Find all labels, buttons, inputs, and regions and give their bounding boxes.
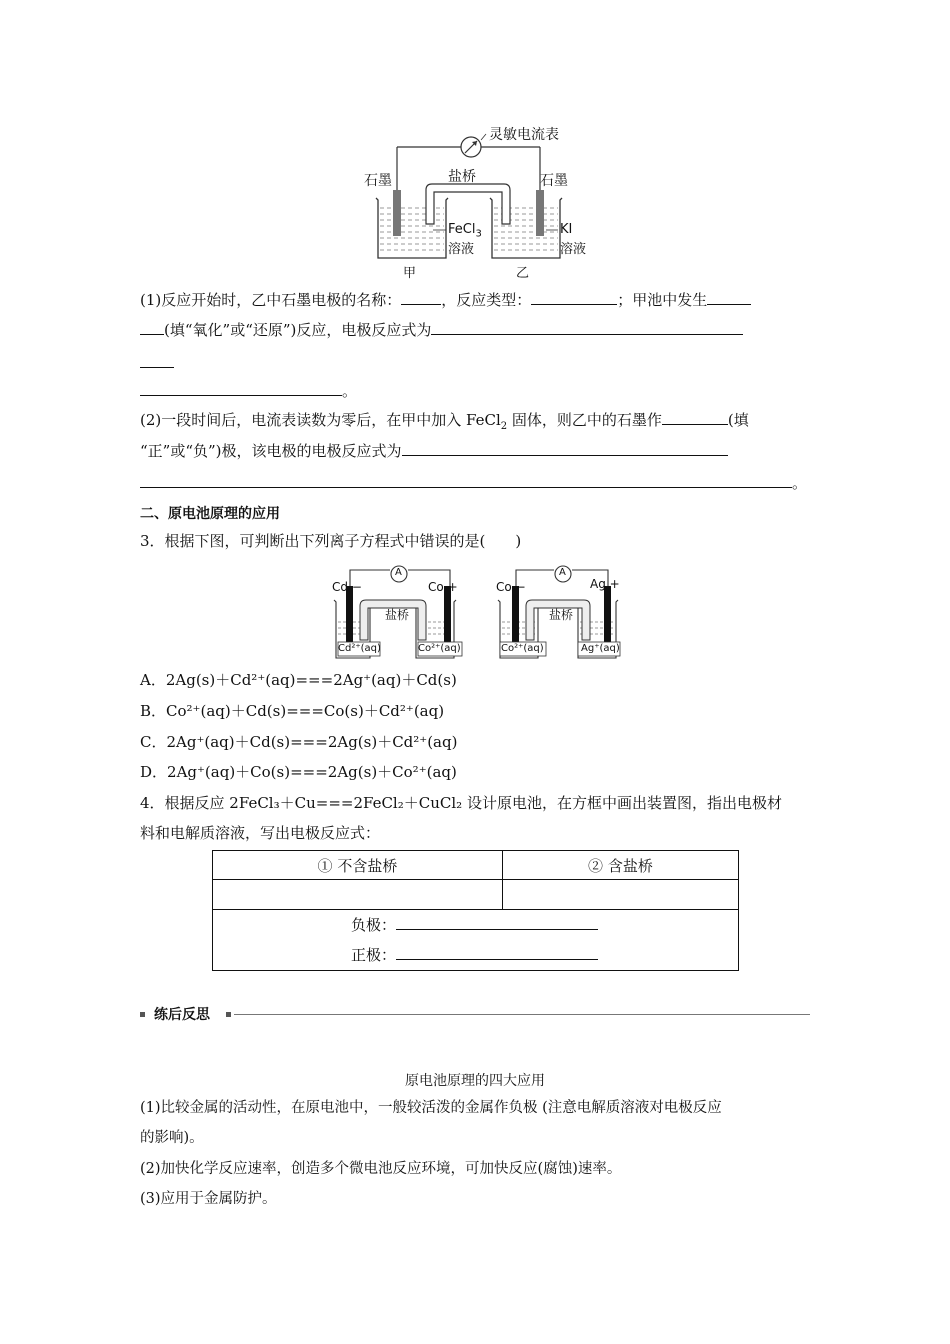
negative-electrode-row: 负极： [213, 910, 738, 940]
q3-option-a: A．2Ag(s)＋Cd²⁺(aq)===2Ag⁺(aq)＋Cd(s) [140, 671, 457, 689]
positive-electrode-row: 正极： [213, 940, 738, 970]
cell-right-name: 乙 [516, 266, 530, 281]
cell2-right-metal: Ag + [590, 577, 620, 591]
q4-stem-line2: 料和电解质溶液，写出电极反应式： [140, 824, 381, 842]
cell1-bridge-label: 盐桥 [385, 608, 410, 622]
section-title: 二、原电池原理的应用 [140, 506, 280, 522]
cell1-right-solution: Co²⁺(aq) [418, 643, 461, 654]
answer-table [212, 850, 739, 971]
cell2-right-solution: Ag⁺(aq) [581, 643, 620, 654]
cell1-left-solution: Cd²⁺(aq) [338, 643, 381, 654]
right-solution-label: KI [560, 222, 573, 237]
reflection-title: 原电池原理的四大应用 [405, 1073, 545, 1089]
q3-stem: 3．根据下图，可判断出下列离子方程式中错误的是( ) [140, 532, 522, 550]
cell2-meter-label: A [559, 567, 566, 578]
beaker-left [376, 198, 448, 258]
graphite-electrode-left [393, 190, 401, 236]
graphite-electrode-right [536, 190, 544, 236]
reflection-line-2: 的影响)。 [140, 1130, 204, 1146]
reflection-line-1: (1)比较金属的活动性，在原电池中，一般较活泼的金属作负极 (注意电解质溶液对电极反应 [140, 1100, 722, 1116]
reflection-line-3: (2)加快化学反应速率，创造多个微电池反应环境，可加快反应(腐蚀)速率。 [140, 1161, 622, 1177]
q3-option-d: D．2Ag⁺(aq)＋Co(s)===2Ag(s)＋Co²⁺(aq) [140, 763, 457, 781]
cell-left-name: 甲 [403, 266, 417, 281]
square-bullet-icon [226, 1012, 231, 1017]
galvanometer-icon [461, 137, 481, 157]
beaker-right [490, 198, 562, 258]
negative-answer-blank[interactable] [396, 914, 598, 930]
q2-part2-line2: “正”或“负”)极，该电极的电极反应式为 [140, 440, 728, 462]
reflection-header [140, 1005, 810, 1025]
q2-part1-line3 [140, 352, 174, 374]
drawing-area-2[interactable] [502, 880, 738, 910]
col-no-bridge: ① 不含盐桥 [213, 851, 503, 880]
right-solution-label-2: 溶液 [560, 242, 587, 257]
q2-part2-line3: 。 [140, 472, 807, 494]
cell2-left-solution: Co²⁺(aq) [501, 643, 544, 654]
cell1-meter-label: A [395, 567, 402, 578]
left-electrode-label: 石墨 [364, 173, 392, 189]
salt-bridge-label: 盐桥 [448, 169, 476, 185]
left-solution-label: FeCl$_3$ [448, 222, 482, 240]
cell2-bridge-label: 盐桥 [549, 608, 574, 622]
reflection-line-4: (3)应用于金属防护。 [140, 1191, 277, 1207]
q2-part1-line4: 。 [140, 380, 357, 402]
right-electrode-label: 石墨 [540, 173, 568, 189]
drawing-area-1[interactable] [213, 880, 503, 910]
left-solution-label-2: 溶液 [448, 242, 475, 257]
square-bullet-icon [140, 1012, 145, 1017]
salt-bridge [426, 184, 510, 224]
cell2-left-metal: Co − [496, 580, 526, 594]
q3-option-c: C．2Ag⁺(aq)＋Cd(s)===2Ag(s)＋Cd²⁺(aq) [140, 733, 458, 751]
q2-part1-line1: (1)反应开始时，乙中石墨电极的名称： ，反应类型： ；甲池中发生 [140, 289, 751, 311]
cell1-right-metal: Co + [428, 580, 458, 594]
electrode-reactions-cell [213, 910, 739, 971]
q2-part2-line1: (2)一段时间后，电流表读数为零后，在甲中加入 FeCl$_2$ 固体，则乙中的石墨作 (填 [140, 411, 749, 432]
q3-option-b: B．Co²⁺(aq)＋Cd(s)===Co(s)＋Cd²⁺(aq) [140, 702, 445, 720]
col-with-bridge: ② 含盐桥 [502, 851, 738, 880]
galvanic-cell-figure [360, 120, 600, 282]
q4-stem-line1: 4．根据反应 2FeCl₃＋Cu===2FeCl₂＋CuCl₂ 设计原电池，在方框中画出装置图，指出电极材 [140, 794, 782, 812]
q2-part1-line2: (填“氧化”或“还原”)反应，电极反应式为 [140, 319, 743, 341]
reflection-header-label: 练后反思 [154, 1007, 210, 1023]
positive-answer-blank[interactable] [396, 944, 598, 960]
header-divider [234, 1014, 810, 1015]
meter-label: 灵敏电流表 [489, 127, 559, 143]
cell1-left-metal: Cd − [332, 580, 362, 594]
